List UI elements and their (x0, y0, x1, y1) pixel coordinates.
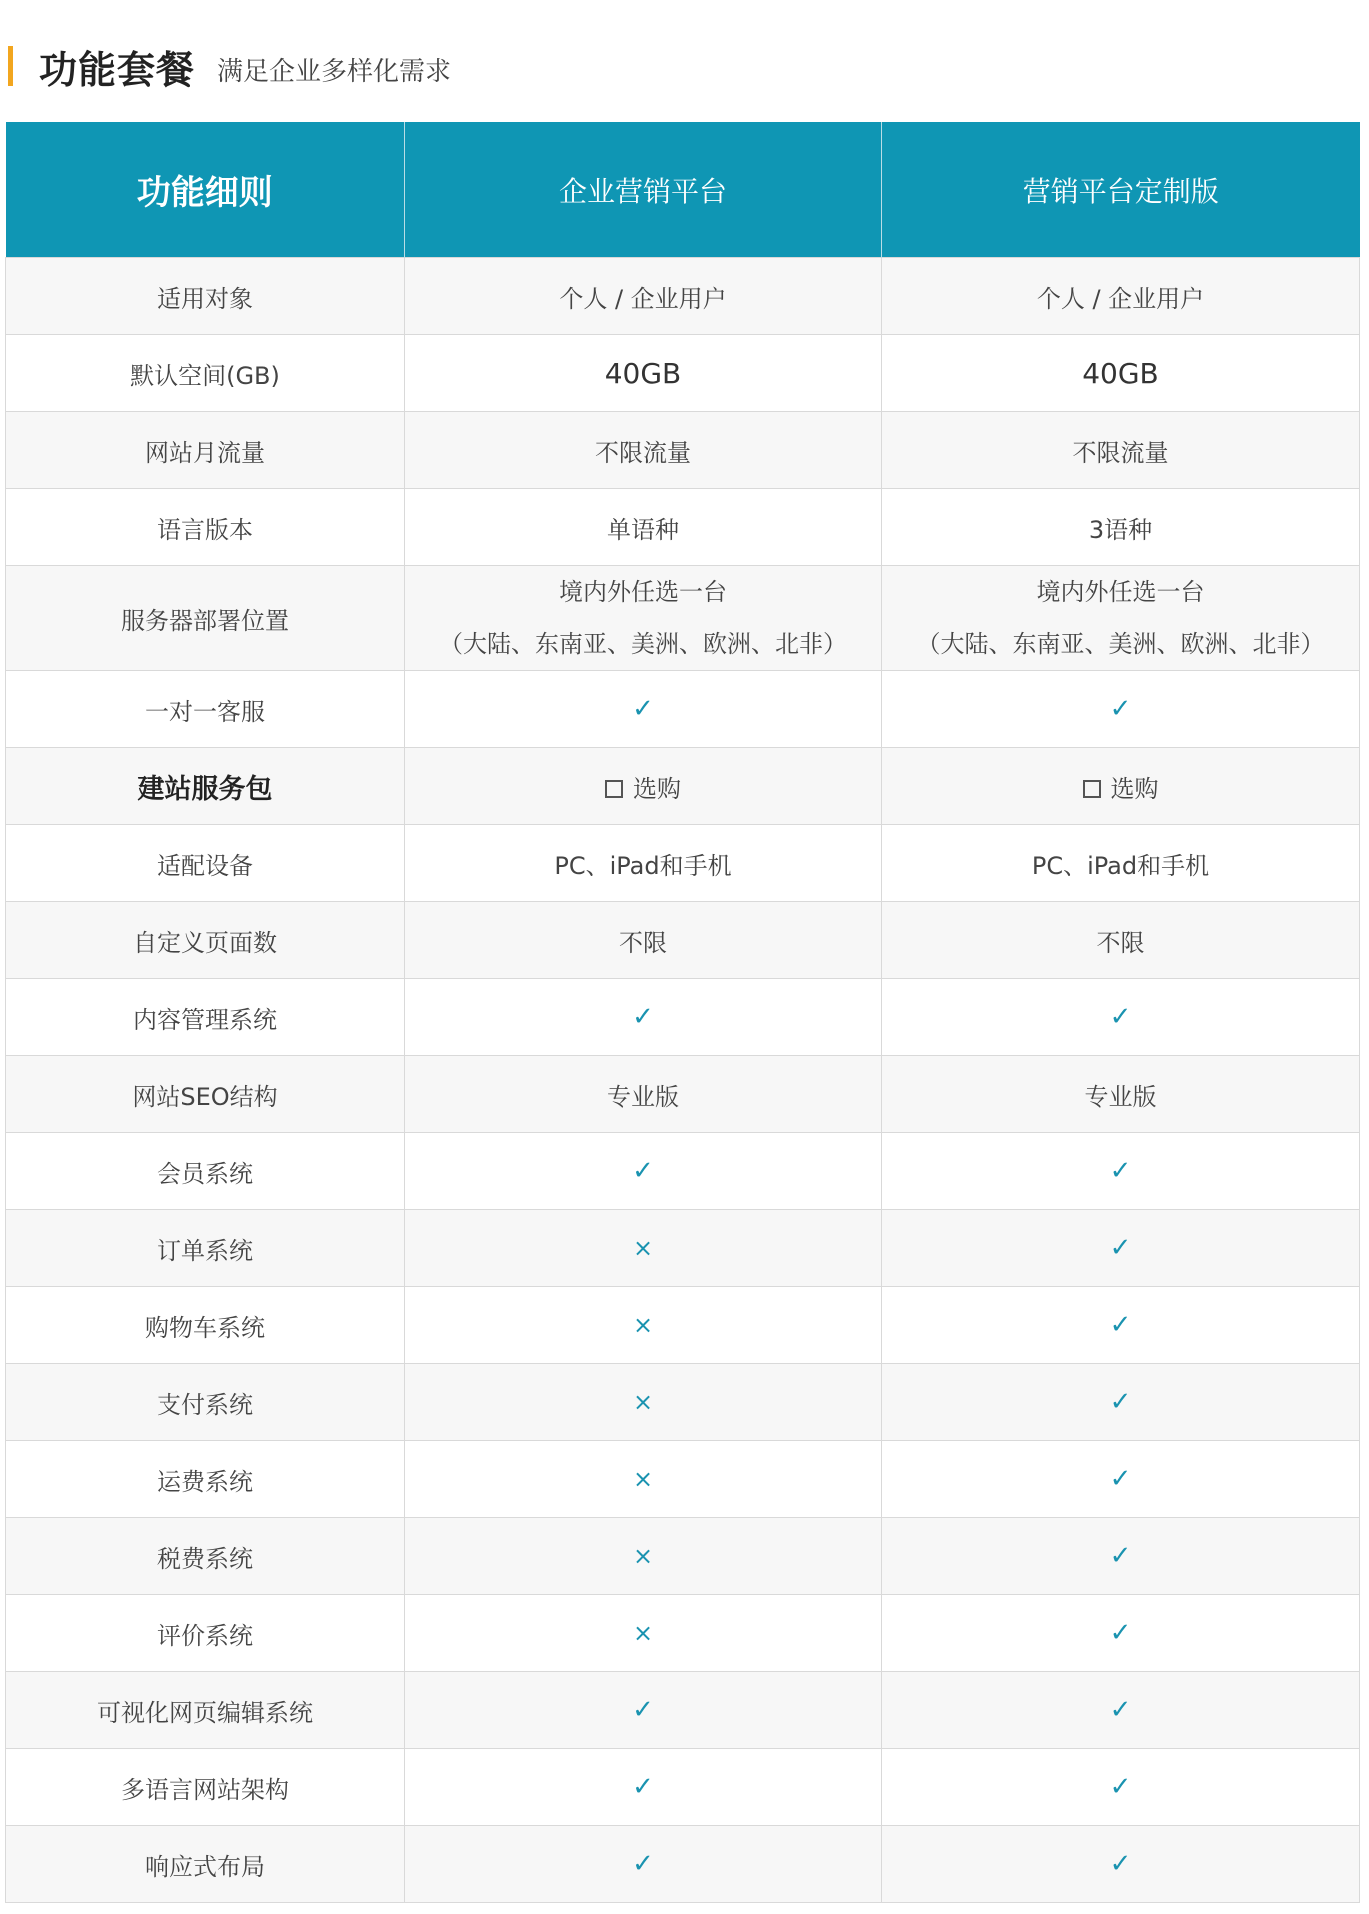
check-icon: ✓ (1109, 1541, 1132, 1571)
feature-label: 评价系统 (6, 1595, 405, 1672)
plan-a-value: 不限流量 (405, 412, 882, 489)
plan-b-value[interactable] (882, 748, 1360, 825)
table-row (6, 1749, 1360, 1826)
plan-a-value (405, 1287, 882, 1364)
plan-a-value (405, 1133, 882, 1210)
check-icon: ✓ (1109, 1233, 1132, 1263)
plan-a-value (405, 1441, 882, 1518)
check-icon: ✓ (632, 1156, 654, 1186)
cross-icon: × (632, 1465, 654, 1493)
plan-a-value (405, 671, 882, 748)
cross-icon: × (632, 1311, 654, 1339)
table-row (6, 1672, 1360, 1749)
table-row (6, 1133, 1360, 1210)
plan-b-value (882, 979, 1360, 1056)
feature-label: 自定义页面数 (6, 902, 405, 979)
plan-a-value: 40GB (405, 335, 882, 412)
title-accent-bar (8, 46, 13, 86)
table-row (6, 412, 1360, 489)
check-icon: ✓ (632, 1772, 654, 1802)
plan-a-value (405, 566, 882, 671)
feature-label: 一对一客服 (6, 671, 405, 748)
table-row (6, 1441, 1360, 1518)
plan-b-value (882, 1595, 1360, 1672)
plan-a-value (405, 1826, 882, 1903)
cross-icon: × (632, 1388, 654, 1416)
plan-a-value (405, 1364, 882, 1441)
table-row (6, 1364, 1360, 1441)
plan-b-value: PC、iPad和手机 (882, 825, 1360, 902)
feature-label: 默认空间(GB) (6, 335, 405, 412)
table-row (6, 1518, 1360, 1595)
check-icon: ✓ (1109, 1156, 1132, 1186)
check-icon: ✓ (1109, 1618, 1132, 1648)
server-location-line: 境内外任选一台 (559, 578, 727, 606)
table-row (6, 258, 1360, 335)
plan-a-value: PC、iPad和手机 (405, 825, 882, 902)
check-icon: ✓ (1109, 1310, 1132, 1340)
plan-a-value (405, 1210, 882, 1287)
checkbox-icon[interactable] (605, 780, 623, 798)
feature-label: 服务器部署位置 (6, 566, 405, 671)
feature-comparison-table (5, 122, 1360, 1903)
plan-b-value (882, 1672, 1360, 1749)
feature-label: 网站月流量 (6, 412, 405, 489)
server-region-list: （大陆、东南亚、美洲、欧洲、北非） (439, 630, 847, 658)
plan-a-value (405, 1749, 882, 1826)
check-icon: ✓ (632, 1695, 654, 1725)
feature-label: 响应式布局 (6, 1826, 405, 1903)
table-row (6, 1056, 1360, 1133)
plan-a-value: 个人 / 企业用户 (405, 258, 882, 335)
checkbox-icon[interactable] (1083, 780, 1101, 798)
table-row (6, 489, 1360, 566)
check-icon: ✓ (1109, 1772, 1132, 1802)
plan-a-value: 专业版 (405, 1056, 882, 1133)
table-row (6, 671, 1360, 748)
feature-label: 多语言网站架构 (6, 1749, 405, 1826)
feature-label: 税费系统 (6, 1518, 405, 1595)
cross-icon: × (632, 1619, 654, 1647)
feature-label: 购物车系统 (6, 1287, 405, 1364)
check-icon: ✓ (632, 1849, 654, 1879)
plan-b-value: 3语种 (882, 489, 1360, 566)
feature-label: 订单系统 (6, 1210, 405, 1287)
plan-b-value: 不限流量 (882, 412, 1360, 489)
table-row (6, 1210, 1360, 1287)
plan-a-value (405, 1518, 882, 1595)
check-icon: ✓ (1109, 694, 1132, 724)
feature-label: 可视化网页编辑系统 (6, 1672, 405, 1749)
table-header-row (6, 122, 1360, 258)
cross-icon: × (632, 1542, 654, 1570)
feature-label: 支付系统 (6, 1364, 405, 1441)
plan-a-value (405, 1672, 882, 1749)
plan-a-value (405, 1595, 882, 1672)
check-icon: ✓ (1109, 1695, 1132, 1725)
check-icon: ✓ (632, 1002, 654, 1032)
feature-label: 适配设备 (6, 825, 405, 902)
check-icon: ✓ (1109, 1849, 1132, 1879)
plan-a-value: 单语种 (405, 489, 882, 566)
table-row (6, 1287, 1360, 1364)
table-row (6, 335, 1360, 412)
plan-b-value (882, 1210, 1360, 1287)
feature-label: 语言版本 (6, 489, 405, 566)
plan-b-value (882, 566, 1360, 671)
plan-b-value (882, 1364, 1360, 1441)
plan-b-value (882, 1133, 1360, 1210)
plan-b-value: 40GB (882, 335, 1360, 412)
server-location-line: 境内外任选一台 (1036, 578, 1205, 606)
table-row (6, 902, 1360, 979)
plan-a-value[interactable] (405, 748, 882, 825)
plan-b-value (882, 1441, 1360, 1518)
plan-b-value (882, 1749, 1360, 1826)
table-row (6, 1595, 1360, 1672)
feature-label: 运费系统 (6, 1441, 405, 1518)
table-row (6, 748, 1360, 825)
feature-label: 内容管理系统 (6, 979, 405, 1056)
table-row (6, 825, 1360, 902)
plan-b-value (882, 1518, 1360, 1595)
table-row (6, 1826, 1360, 1903)
check-icon: ✓ (1109, 1002, 1132, 1032)
table-row (6, 566, 1360, 671)
column-header-custom-platform: 营销平台定制版 (882, 122, 1360, 258)
column-header-features: 功能细则 (6, 122, 405, 258)
plan-b-value: 不限 (882, 902, 1360, 979)
plan-b-value (882, 1826, 1360, 1903)
plan-b-value: 个人 / 企业用户 (882, 258, 1360, 335)
feature-label: 网站SEO结构 (6, 1056, 405, 1133)
column-header-enterprise-platform: 企业营销平台 (405, 122, 882, 258)
server-region-list: （大陆、东南亚、美洲、欧洲、北非） (916, 630, 1325, 658)
plan-b-value (882, 671, 1360, 748)
plan-b-value: 专业版 (882, 1056, 1360, 1133)
optional-purchase-label: 选购 (633, 774, 681, 803)
feature-label: 会员系统 (6, 1133, 405, 1210)
optional-purchase-label: 选购 (1110, 774, 1159, 803)
plan-b-value (882, 1287, 1360, 1364)
cross-icon: × (632, 1234, 654, 1262)
feature-label: 适用对象 (6, 258, 405, 335)
check-icon: ✓ (1109, 1387, 1132, 1417)
check-icon: ✓ (632, 694, 654, 724)
plan-a-value (405, 979, 882, 1056)
check-icon: ✓ (1109, 1464, 1132, 1494)
plan-a-value: 不限 (405, 902, 882, 979)
section-subtitle: 满足企业多样化需求 (217, 56, 452, 87)
section-title: 功能套餐 (39, 47, 196, 92)
feature-label: 建站服务包 (6, 748, 405, 825)
section-header (8, 42, 451, 90)
table-row (6, 979, 1360, 1056)
